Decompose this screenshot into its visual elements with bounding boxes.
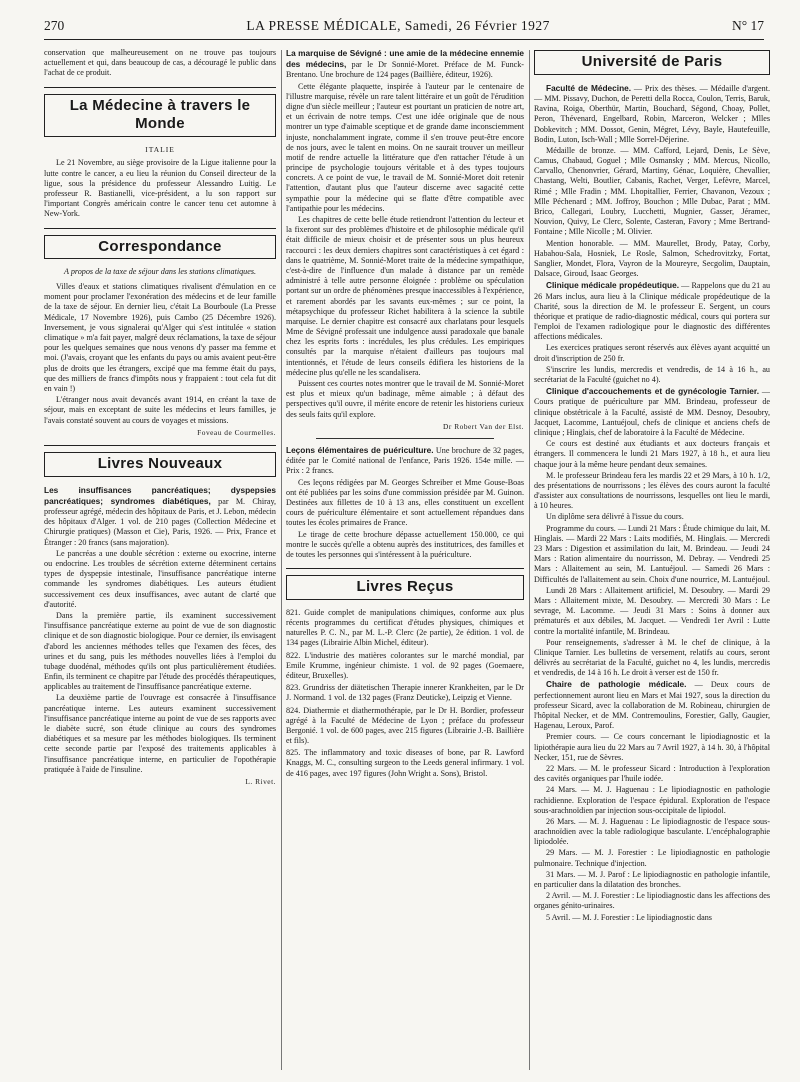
paragraph: Les exercices pratiques seront réservés aux élèves ayant acquitté un droit d'inscription de 250 fr. <box>534 343 770 363</box>
correspondance-subtitle: A propos de la taxe de séjour dans les stations climatiques. <box>63 267 257 277</box>
prize-list-bronze: Médaille de bronze. — MM. Cafford, Lejard, Denis, Le Sève, Camus, Chabaud, Goguel ; Mlle Osmansky ; MM. Mercus, Nicollo, Carvallo, Chenonvrier, Gérard, Martiny, Génac, Loquière, Chevallier, Chastang, Welti, Boutlier, Cabanis, Rachet, Verger, Lefèvre, Marcel, Rimé ; Mlle Fradin ; MM. Lhopitallier, Ferrier, Chavanon, Vezoux ; Mlle Péchenard ; MM. Joffroy, Bouchon ; Mlle Dubac, Parat ; MM. Brico, Callegari, Loubry, Lucchetti, Mugnier, Gasser, Jéramec, Nouvion, Quivy, Le Clerc, Solente, Casteran, Favory ; Mme Bertrand-Fontaine ; Mlle Nicolle ; M. Olivier. <box>534 145 770 237</box>
paragraph: Ce cours est destiné aux étudiants et aux docteurs français et étrangers. Il commencera le lundi 21 Mars 1927, à 18 h., et aura lieu chaque jour à la même heure pendant deux semaines. <box>534 439 770 469</box>
book-reference: par M. Chiray, professeur agrégé, médecin des hôpitaux de Paris, et J. Lebon, médecin des hôpitaux d'Alger. 1 vol. de 210 pages (Collection Médecine et Chirurgie pratiques) (Masson et Cie), Paris, 1926. — Prix, France et Étranger : 20 francs (sans majoration). <box>44 496 276 547</box>
section-divider <box>44 445 276 446</box>
paragraph: 5 Avril. — M. J. Forestier : Le lipiodiagnostic dans <box>546 912 712 922</box>
paragraph: 22 Mars. — M. le professeur Sicard : Introduction à l'exploration des cavités organiques par l'huile iodée. <box>534 763 770 784</box>
prize-list-honorable: Mention honorable. — MM. Maurellet, Brody, Patay, Corby, Habahou-Sala, Hosniek, Le Rosle, Salmon, Schedrovitzky, Fortat, Sanglier, Mondet, Flora, Vayron de la Moureyre, Secgolim, Dauptain, Dalsace, Giroud, Isaac Georges. <box>534 238 770 279</box>
paragraph: Programme du cours. — Lundi 21 Mars : Étude chimique du lait, M. Hinglais. — Mardi 22 Mars : Laits modifiés, M. Hinglais. — Mercredi 23 Mars : Digestion et assimilation du lait, M. Brindeau. — Jeudi 24 Mars : Ration alimentaire du nourrisson, M. Debray. — Vendredi 25 Mars : Allaitement au sein, M. Lantuéjoul. — Samedi 26 Mars : Difficultés de l'allaitement au sein. Choix d'une nourrice, M. Lantuéjoul. <box>534 523 770 584</box>
paragraph: — Deux cours de perfectionnement auront lieu en Mars et Mai 1927, sous la direction du professeur Sicard, avec la collaboration de M. Robineau, chirurgien de l'hôpital Necker, et de MM. Contremoulins, Forestier, Gally, Gaugier, Hagenau, Leroux, Parof. <box>534 680 770 731</box>
column-middle <box>286 48 524 1074</box>
received-book-824: 824. Diathermie et diathermothérapie, par le Dr H. Bordier, professeur agrégé à la Faculté de Médecine de Lyon ; préface du professeur Bergonié. 1 vol. de 600 pages, avec 215 figures (Librairie J.-B. Baillière et fils). <box>286 705 524 746</box>
section-divider <box>316 438 494 439</box>
paragraph: Dans la première partie, ils examinent successivement l'insuffisance pancréatique externe au point de vue de son diagnostic clinique et de son diagnostic biologique. Pour ce dernier, ils envisagent d'abord les anciennes méthodes telles que l'examen des fèces, des urines et du sang, puis les méthodes nouvelles liées à l'emploi du tubage duodénal, méthodes qu'ils ont plus particulièrement étudiées. Enfin, ils terminent ce chapitre par l'étude des procédés thérapeutiques, applicables au traitement de l'insuffisance pancréatique externe. <box>44 610 276 692</box>
section-divider <box>286 568 524 569</box>
paragraph: Le tirage de cette brochure dépasse actuellement 150.000, ce qui montre le succès qu'elle a obtenu auprès des institutrices, des familles et de toutes les personnes qui s'intéressent à la puériculture. <box>286 529 524 559</box>
clinic-paragraph <box>534 679 770 731</box>
book-entry <box>286 48 524 81</box>
book-title: Les insuffisances pancréatiques; dyspepsies pancréatiques; syndromes diabétiques, <box>44 484 276 506</box>
paragraph: 2 Avril. — M. J. Forestier : Le lipiodiagnostic dans les affections des organes génito-urinaires. <box>534 891 770 911</box>
paragraph: L'étranger nous avait devancés avant 1914, en créant la taxe de séjour, mais en exceptant de suite les médecins et leurs familles, je l'avais constaté souvent au cours de voyages et missions. <box>44 395 276 425</box>
book-reference: Une brochure de 32 pages, éditée par le Comité national de l'enfance, Paris 1926. 154e mille. — Prix : 2 francs. <box>286 446 524 476</box>
journal-title: LA PRESSE MÉDICALE, Samedi, 26 Février 1927 <box>246 18 550 33</box>
subsection-title-tarnier: Clinique d'accouchements et de gynécologie Tarnier. <box>546 386 759 397</box>
paragraph: — Rappelons que du 21 au 26 Mars inclus, aura lieu à la Clinique médicale propédeutique de la Charité, sous la direction de M. le professeur E. Sergent, un cours théorique et pratique de radio-diagnostic médical, cours qui portera sur l'emploi de l'examen radiologique pour le diagnostic des différentes affections médicales. <box>534 281 770 342</box>
intro-paragraph: conservation que malheureusement on ne trouve pas toujours actuellement et qui, dans beaucoup de cas, a découragé le public dans l'achat de ce produit. <box>44 48 276 78</box>
clinic-paragraph <box>534 386 770 438</box>
section-title-universite-paris: Université de Paris <box>534 50 770 75</box>
column-left <box>44 48 276 1074</box>
paragraph: 26 Mars. — M. J. Haguenau : Le lipiodiagnostic de l'espace sous-arachnoïdien avec la table radiologique basculante. L'encéphalographie lipiodolée. <box>534 816 770 847</box>
subsection-title-propedeutique: Clinique médicale propédeutique. <box>546 280 680 291</box>
subsection-title-italie: ITALIE <box>145 145 175 155</box>
paragraph: M. le professeur Brindeau fera les mardis 22 et 29 Mars, à 10 h. 1/2, des présentations de nourrissons ; les élèves des cours auront la faculté d'assister aux consultations de nourrissons, lesquelles ont lieu le mardi, à 10 heures. <box>534 470 770 511</box>
signature: Dr Robert Van der Elst. <box>443 421 524 431</box>
paragraph: S'inscrire les lundis, mercredis et vendredis, de 14 à 16 h., au secrétariat de la Faculté (guichet no 4). <box>534 364 770 384</box>
column-rule <box>281 50 282 1070</box>
signature: L. Rivet. <box>245 776 276 786</box>
book-title: La marquise de Sévigné : une amie de la médecine ennemie des médecins, <box>286 48 524 70</box>
section-divider <box>44 228 276 229</box>
subsection-title-pathologie: Chaire de pathologie médicale. <box>546 679 687 690</box>
subsection-title-faculte: Faculté de Médecine. <box>546 82 632 93</box>
column-rule <box>529 50 530 1070</box>
paragraph: — Cours pratique de puériculture par MM. Brindeau, professeur de clinique obstétricale à la Faculté, assisté de MM. Desnoy, Desoubry, Jacquet, Lacomme, Lantuéjoul, chefs de clinique et anciens chefs de clinique ; Hinglais, chef de laboratoire à la Faculté de Médecine. <box>534 387 770 437</box>
paragraph: Pour renseignements, s'adresser à M. le chef de clinique, à la Clinique Tarnier. Les bulletins de versement, relatifs au cours, seront délivrés au secrétariat de la Faculté, guichet no 4, les lundis, mercredis et vendredis, de 14 à 16 h. Le droit à verser est de 150 fr. <box>534 637 770 678</box>
received-book-822: 822. L'industrie des matières colorantes sur le marché mondial, par Emile Krumme, ingénieur chimiste. 1 vol. de 92 pages (Goemaere, éditeur, Bruxelles). <box>286 650 524 680</box>
paragraph: Premier cours. — Ce cours concernant le lipiodiagnostic et la lipiothérapie aura lieu du 22 Mars au 7 Avril 1927, à 14 h. 30, à l'hôpital Necker, 151, rue de Sèvres. <box>534 732 770 762</box>
received-book-823: 823. Grundriss der diätetischen Therapie innerer Krankheiten, par le Dr J. Normand. 1 vol. de 132 pages (Franz Deuticke), Leipzig et Vienne. <box>286 683 524 703</box>
page-header <box>44 18 764 40</box>
paragraph: Villes d'eaux et stations climatiques rivalisent d'émulation en ce moment pour proclamer l'exonération des médecins et de leur famille de la taxe de séjour. En dernier lieu, c'était La Bourboule (La Presse Médicale, 17 Novembre 1926), puis Cambo (25 Décembre 1926). Inversement, je vous signalerai qu'Alger qui s'est intitulée « station climatique » m'a fait payer, malgré deux réclamations, la taxe de séjour pour les quelques semaines que nous venons d'y passer ma femme et moi. (J'avais, croyant que les enfants du pays ou amis avaient peut-être plus de droits que les étrangers, excipé que ma femme était du pays, que des milliers de francs d'impôts nous y frappaient : tout cela fut dit en vain !) <box>44 282 276 393</box>
paragraph: Un diplôme sera délivré à l'issue du cours. <box>546 512 684 522</box>
received-book-825: 825. The inflammatory and toxic diseases of bone, par R. Lawford Knaggs, M. C., consulting surgeon to the Leeds general infirmary. 1 vol. de 416 pages, avec 197 figures (John Wright a. Sons), Bristol. <box>286 748 524 778</box>
paragraph: Ces leçons rédigées par M. Georges Schreiber et Mme Gouse-Boas ont été publiées par les soins d'une commission présidée par M. Guinon. Destinées aux fillettes de 10 à 13 ans, elles constituent un excellent cours de puériculture élémentaire et sont actuellement répandues dans toutes les écoles primaires de France. <box>286 477 524 528</box>
section-title-livres-nouveaux: Livres Nouveaux <box>44 452 276 477</box>
paragraph: 29 Mars. — M. J. Forestier : Le lipiodiagnostic en pathologie pulmonaire. Technique d'injection. <box>534 848 770 868</box>
book-reference: par le Dr Sonnié-Moret. Préface de M. Funck-Brentano. Une brochure de 124 pages (Baillière, éditeur, 1926). <box>286 60 524 80</box>
book-entry <box>44 485 276 548</box>
paragraph: Le 21 Novembre, au siège provisoire de la Ligue italienne pour la lutte contre le cancer, a eu lieu la réunion du Conseil directeur de la ligue, sous la présidence du professeur Alessandro Luitig. Le professeur R. Bastianelli, vice-président, a lu son rapport sur l'important Congrès américain contre le cancer tenu cet automne à New-York. <box>44 158 276 219</box>
section-divider <box>44 87 276 88</box>
paragraph: Puissent ces courtes notes montrer que le travail de M. Sonnié-Moret est plus et mieux qu'un badinage, même aimable ; à défaut des perspectives qu'il ouvre, il mérite encore de retenir les historiens curieux des seuls faits qu'il explore. <box>286 379 524 419</box>
book-title: Leçons élémentaires de puériculture. <box>286 445 434 455</box>
clinic-paragraph <box>534 280 770 342</box>
received-book-821: 821. Guide complet de manipulations chimiques, conforme aux plus récents programmes du certificat d'études physiques, chimiques et naturelles P. C. N., par M. L.-P. Clerc (2e partie), 2e édition. 1 vol. de 134 pages (Librairie Albin Michel, éditeur). <box>286 607 524 648</box>
paragraph: 31 Mars. — M. J. Parof : Le lipiodiagnostic en pathologie infantile, en particulier dans la dilatation des bronches. <box>534 869 770 889</box>
signature: Foveau de Courmelles. <box>197 427 276 437</box>
column-right <box>534 48 770 1074</box>
faculty-paragraph <box>534 83 770 145</box>
paragraph: 24 Mars. — M. J. Haguenau : Le lipiodiagnostic en pathologie rachidienne. Exploration de l'espace épidural. Exploration de l'espace sous-arachnoïdien par injection sous-occipitale de lipiodol. <box>534 785 770 815</box>
section-title-correspondance: Correspondance <box>44 235 276 260</box>
paragraph: Le pancréas a une double sécrétion : externe ou exocrine, interne ou endocrine. Les troubles de sécrétion externe déterminent certains types de dyspepsie intestinale, l'insuffisance pancréatique interne commande les syndromes diabétiques. Les auteurs étudient successivement ces deux insuffisances, avec autant de clarté que d'autorité. <box>44 548 276 609</box>
page-number: 270 <box>44 18 65 33</box>
issue-number: N° 17 <box>731 18 764 33</box>
paragraph: La deuxième partie de l'ouvrage est consacrée à l'insuffisance pancréatique interne. Les auteurs examinent successivement l'insuffisance pancréatique interne au point de vue de ses rapports avec le diabète sucré, son étude clinique au cours des syndromes diabétiques et sa mesure par les méthodes biologiques. Ils terminent cette seconde partie par l'exposé des traitements applicables à l'insuffisance pancréatique interne, en particulier de l'opothérapie pratiquée à l'aide de l'insuline. <box>44 693 276 774</box>
prize-list-silver: — Prix des thèses. — Médaille d'argent. — MM. Pissavy, Duchon, de Peretti della Rocca, Coulon, Terris, Baruk, Ravina, Roiga, Oberthür, Martin, Bouchard, Ségond, Choay, Pollet, Peron, Thévenard, Engelbard, Robin, Marceron, Welcker ; Mlles Dobkevitch ; MM. Dossot, Genin, Mégret, Lévy, Bayle, Hautefeuille, Bodin, Luton, Isch-Wall ; Mlle Sorrel-Déjerine. <box>534 83 770 144</box>
book-entry <box>286 445 524 477</box>
paragraph: Lundi 28 Mars : Allaitement artificiel, M. Desoubry. — Mardi 29 Mars : Allaitement mixte, M. Desoubry. — Mercredi 30 Mars : Le sevrage, M. Lacomme. — Jeudi 31 Mars : Soins à donner aux prématurés et aux débiles, M. Jacquet. — Vendredi 1er Avril : Lutte contre la mortalité infantile, M. Brindeau. <box>534 585 770 636</box>
section-title-medecine-monde: La Médecine à travers le Monde <box>44 94 276 138</box>
paragraph: Cette élégante plaquette, inspirée à l'auteur par le centenaire de l'illustre marquise, révèle un rare talent littéraire et un goût de l'érudition digne d'un siècle meilleur ; l'auteur est pourtant un praticien de notre art, et un écrivain de notre temps. C'est une idée originale que de nous montrer un type d'aimable sceptique et de grande dame inconsciemment injuste, nonchalamment ingrate, comme il s'en trouve peut-être encore de nos jours, avec le talent en moins. On ne saurait trouver un meilleur motif de rendre actuelle la littérature que d'en rattacher l'étude à un principe de psychologie toujours véritable et à des types toujours concrets. A ce point de vue, le travail de M. Sonnié-Moret doit retenir l'attention, d'autant plus que l'auteur discerne avec sagacité cette sympathie pour la médecine qui se flatte d'être compatible avec l'antipathie pour les médecins. <box>286 81 524 213</box>
paragraph: Les chapitres de cette belle étude retiendront l'attention du lecteur et la fixeront sur des problèmes d'histoire et de philosophie médicale qu'il était difficile de mieux choisir et de présenter sous un plus heureux raccourci : les deux derniers chapitres sont caractéristiques à cet égard : dans le quatrième, M. Sonnié-Moret traite de la médecine sympathique, c'est-à-dire de l'influence d'un malade à distance par un remède administré à telle autre personne éloignée : problème ou spéculation portant sur un ordre de phénomènes presque inaccessibles à l'expérience, et rarement abordés par les savants eux-mêmes ; sur ce point, la métapsychique du professeur Richet habilitera à la science la subtile marquise. Le dernier chapitre est consacré aux charlatans pour lesquels Mme de Sévigné professait une indulgence aussi paradoxale que banale chez les esprits forts : incrédules, les plus crédules. Les empiriques consultés par la marquise n'étaient d'ailleurs pas toujours mal intentionnés, et l'étude de leurs conseils édifiera les historiens de la médecine plus qu'elle ne les scandalisera. <box>286 215 524 377</box>
section-title-livres-recus: Livres Reçus <box>286 575 524 600</box>
